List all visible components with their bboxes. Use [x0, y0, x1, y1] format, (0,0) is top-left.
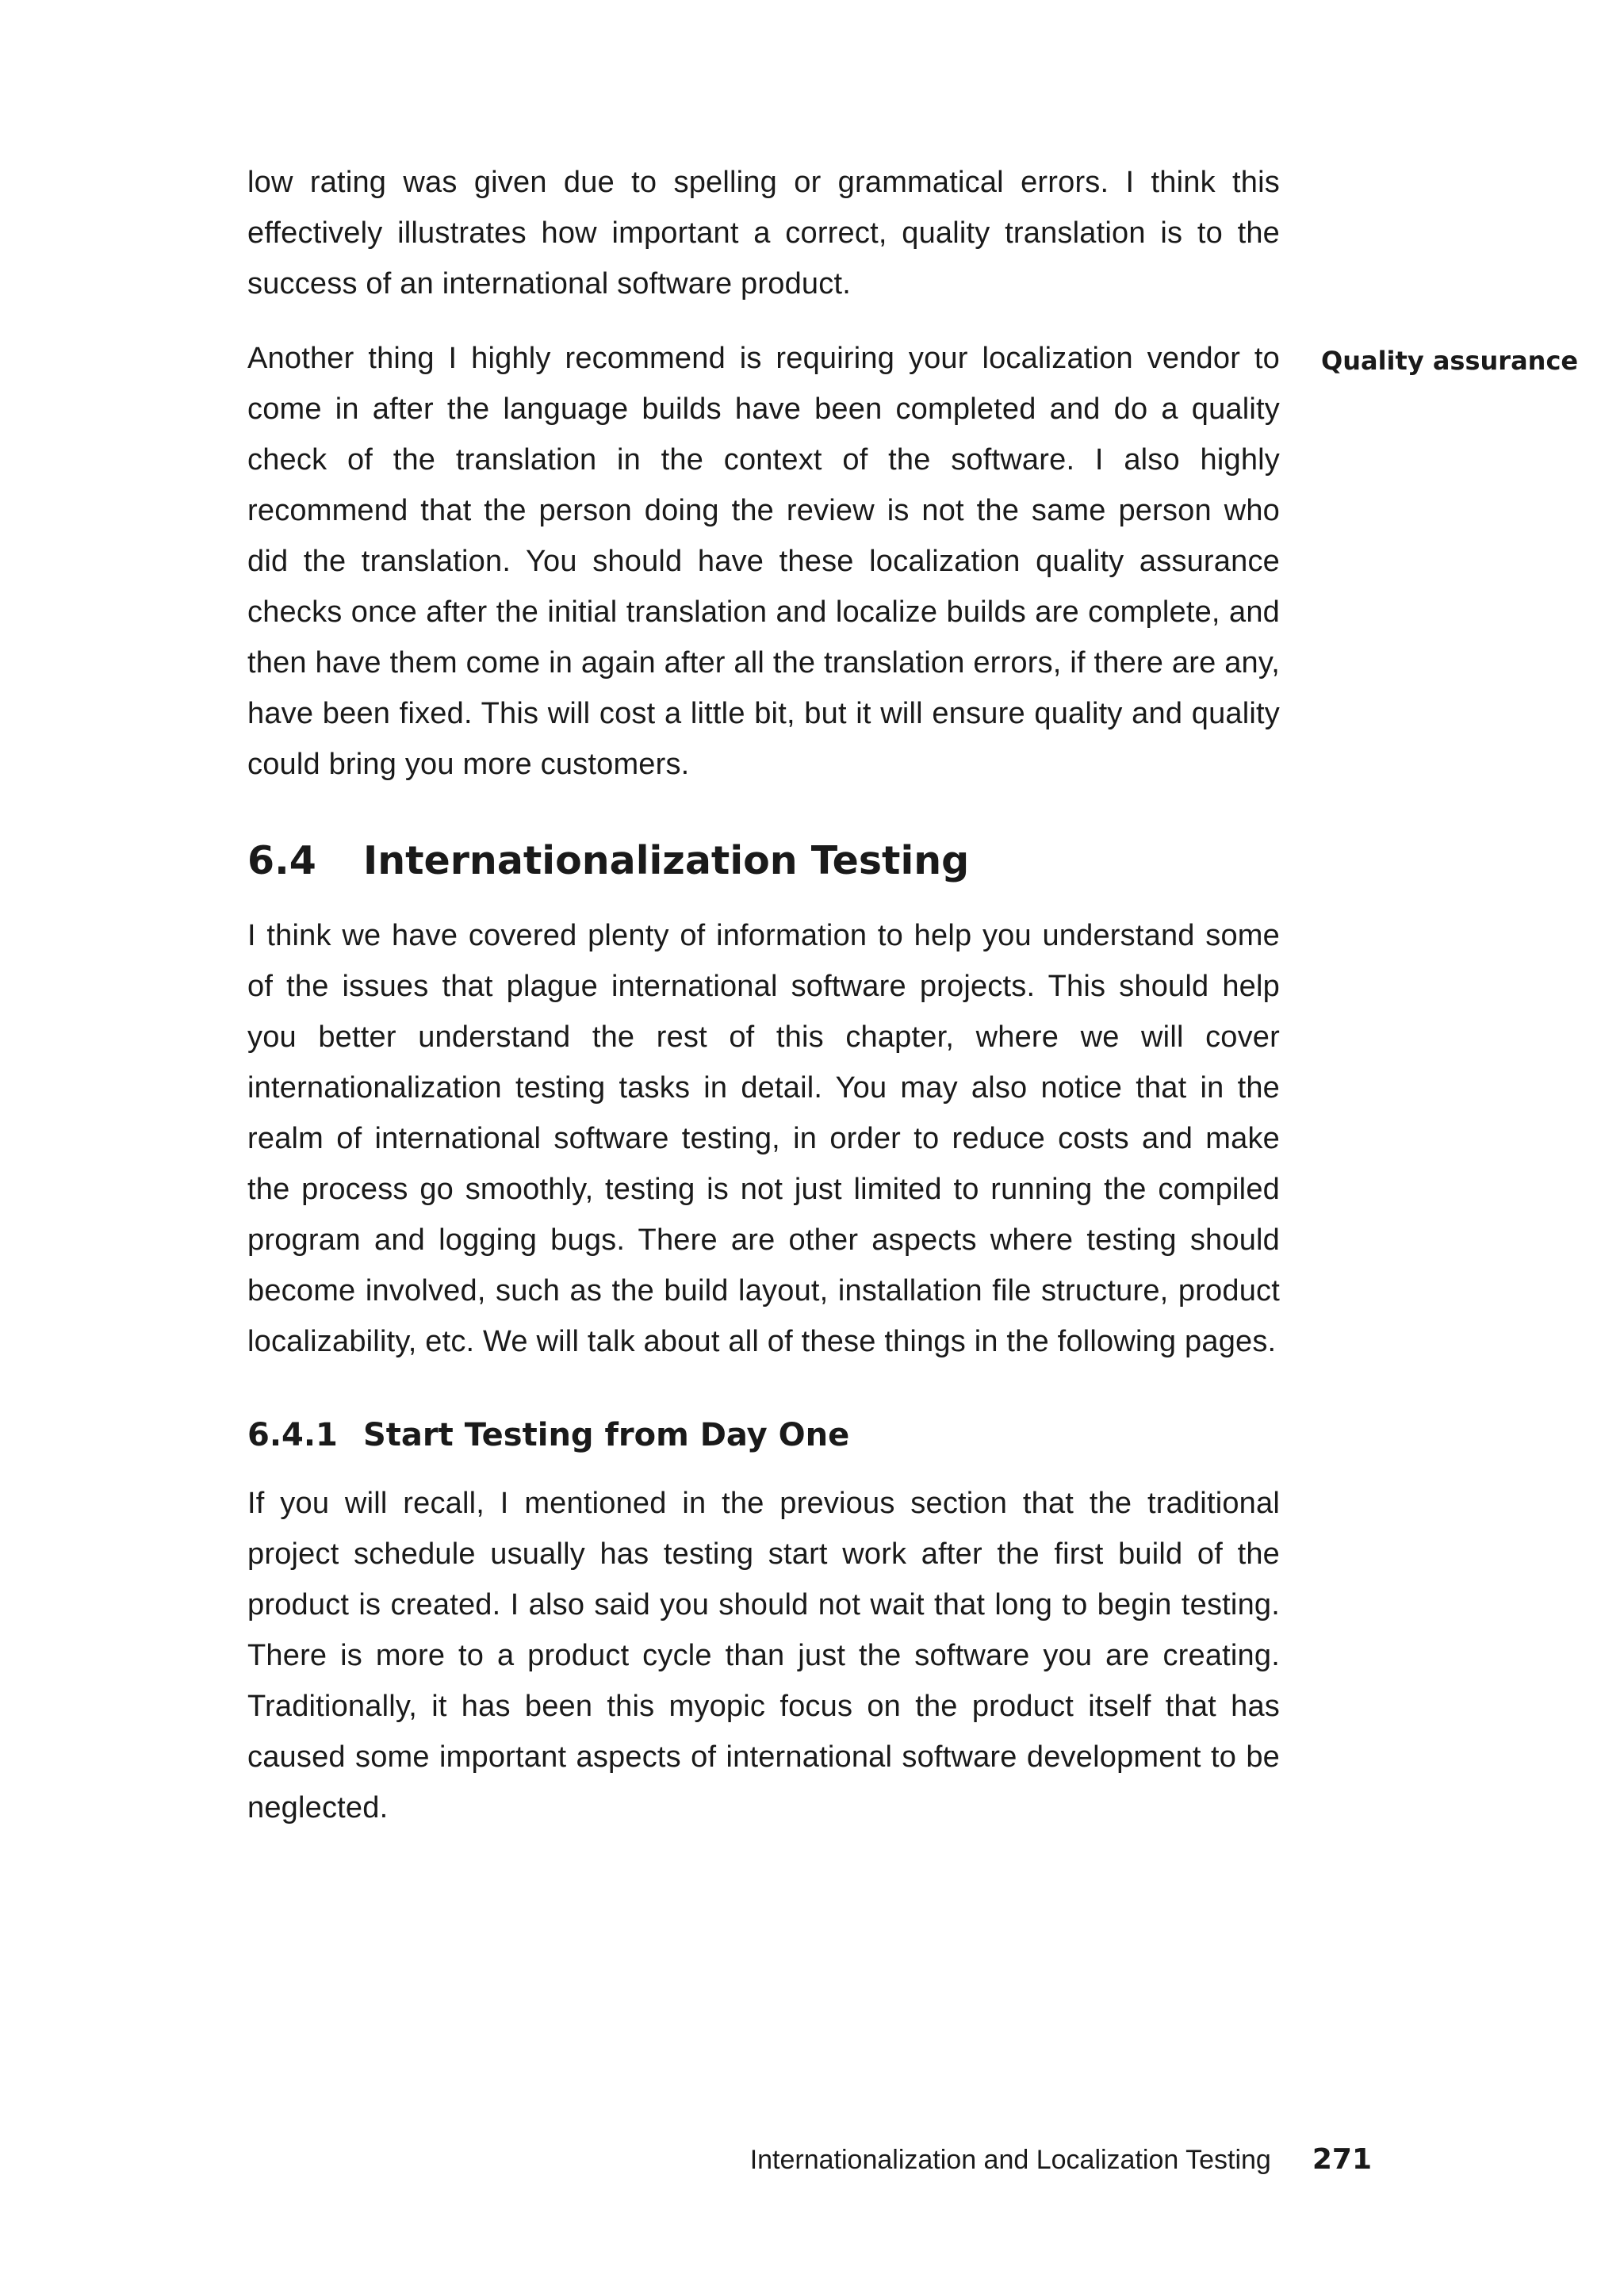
main-text-column [247, 157, 1280, 1833]
section-heading [247, 836, 1280, 886]
margin-note: Quality assurance [1321, 346, 1579, 376]
subsection-title: Start Testing from Day One [363, 1417, 850, 1453]
paragraph-quality-assurance: Another thing I highly recommend is requiring your localization vendor to come in after the language builds have been completed and do a quality check of the translation in the context of the software. I also highly recommend that the person doing the review is not the same person who did the translation. You should have these localization quality assurance checks once after the initial translation and localize builds are complete, and then have them come in again after all the translation errors, if there are any, have been fixed. This will cost a little bit, but it will ensure quality and quality could bring you more customers. [247, 342, 1280, 781]
paragraph-start-testing: If you will recall, I mentioned in the previous section that the traditional project schedule usually has testing start work after the first build of the product is created. I also said you should not wait that long to begin testing. There is more to a product cycle than just the software you are creating. Traditionally, it has been this myopic focus on the product itself that has caused some important aspects of international software development to be neglected. [247, 1487, 1280, 1824]
paragraph-translation-quality: low rating was given due to spelling or grammatical errors. I think this effectively illustrates how important a correct, quality translation is to the success of an international software product. [247, 166, 1280, 301]
page-footer [750, 2142, 1372, 2177]
subsection-number: 6.4.1 [247, 1417, 338, 1453]
subsection-heading [247, 1413, 1280, 1457]
section-title: Internationalization Testing [363, 838, 970, 883]
running-title: Internationalization and Localization Testing [749, 2145, 1271, 2175]
paragraph-internationalization-testing: I think we have covered plenty of information to help you understand some of the issues that plague international software projects. This should help you better understand the rest of this chapter, where we will cover internationalization testing tasks in detail. You may also notice that in the realm of international software testing, in order to reduce costs and make the process go smoothly, testing is not just limited to running the compiled program and logging bugs. There are other aspects where testing should become involved, such as the build layout, installation file structure, product localizability, etc. We will talk about all of these things in the following pages. [247, 919, 1280, 1358]
page-number: 271 [1312, 2143, 1372, 2176]
section-number: 6.4 [247, 838, 316, 883]
